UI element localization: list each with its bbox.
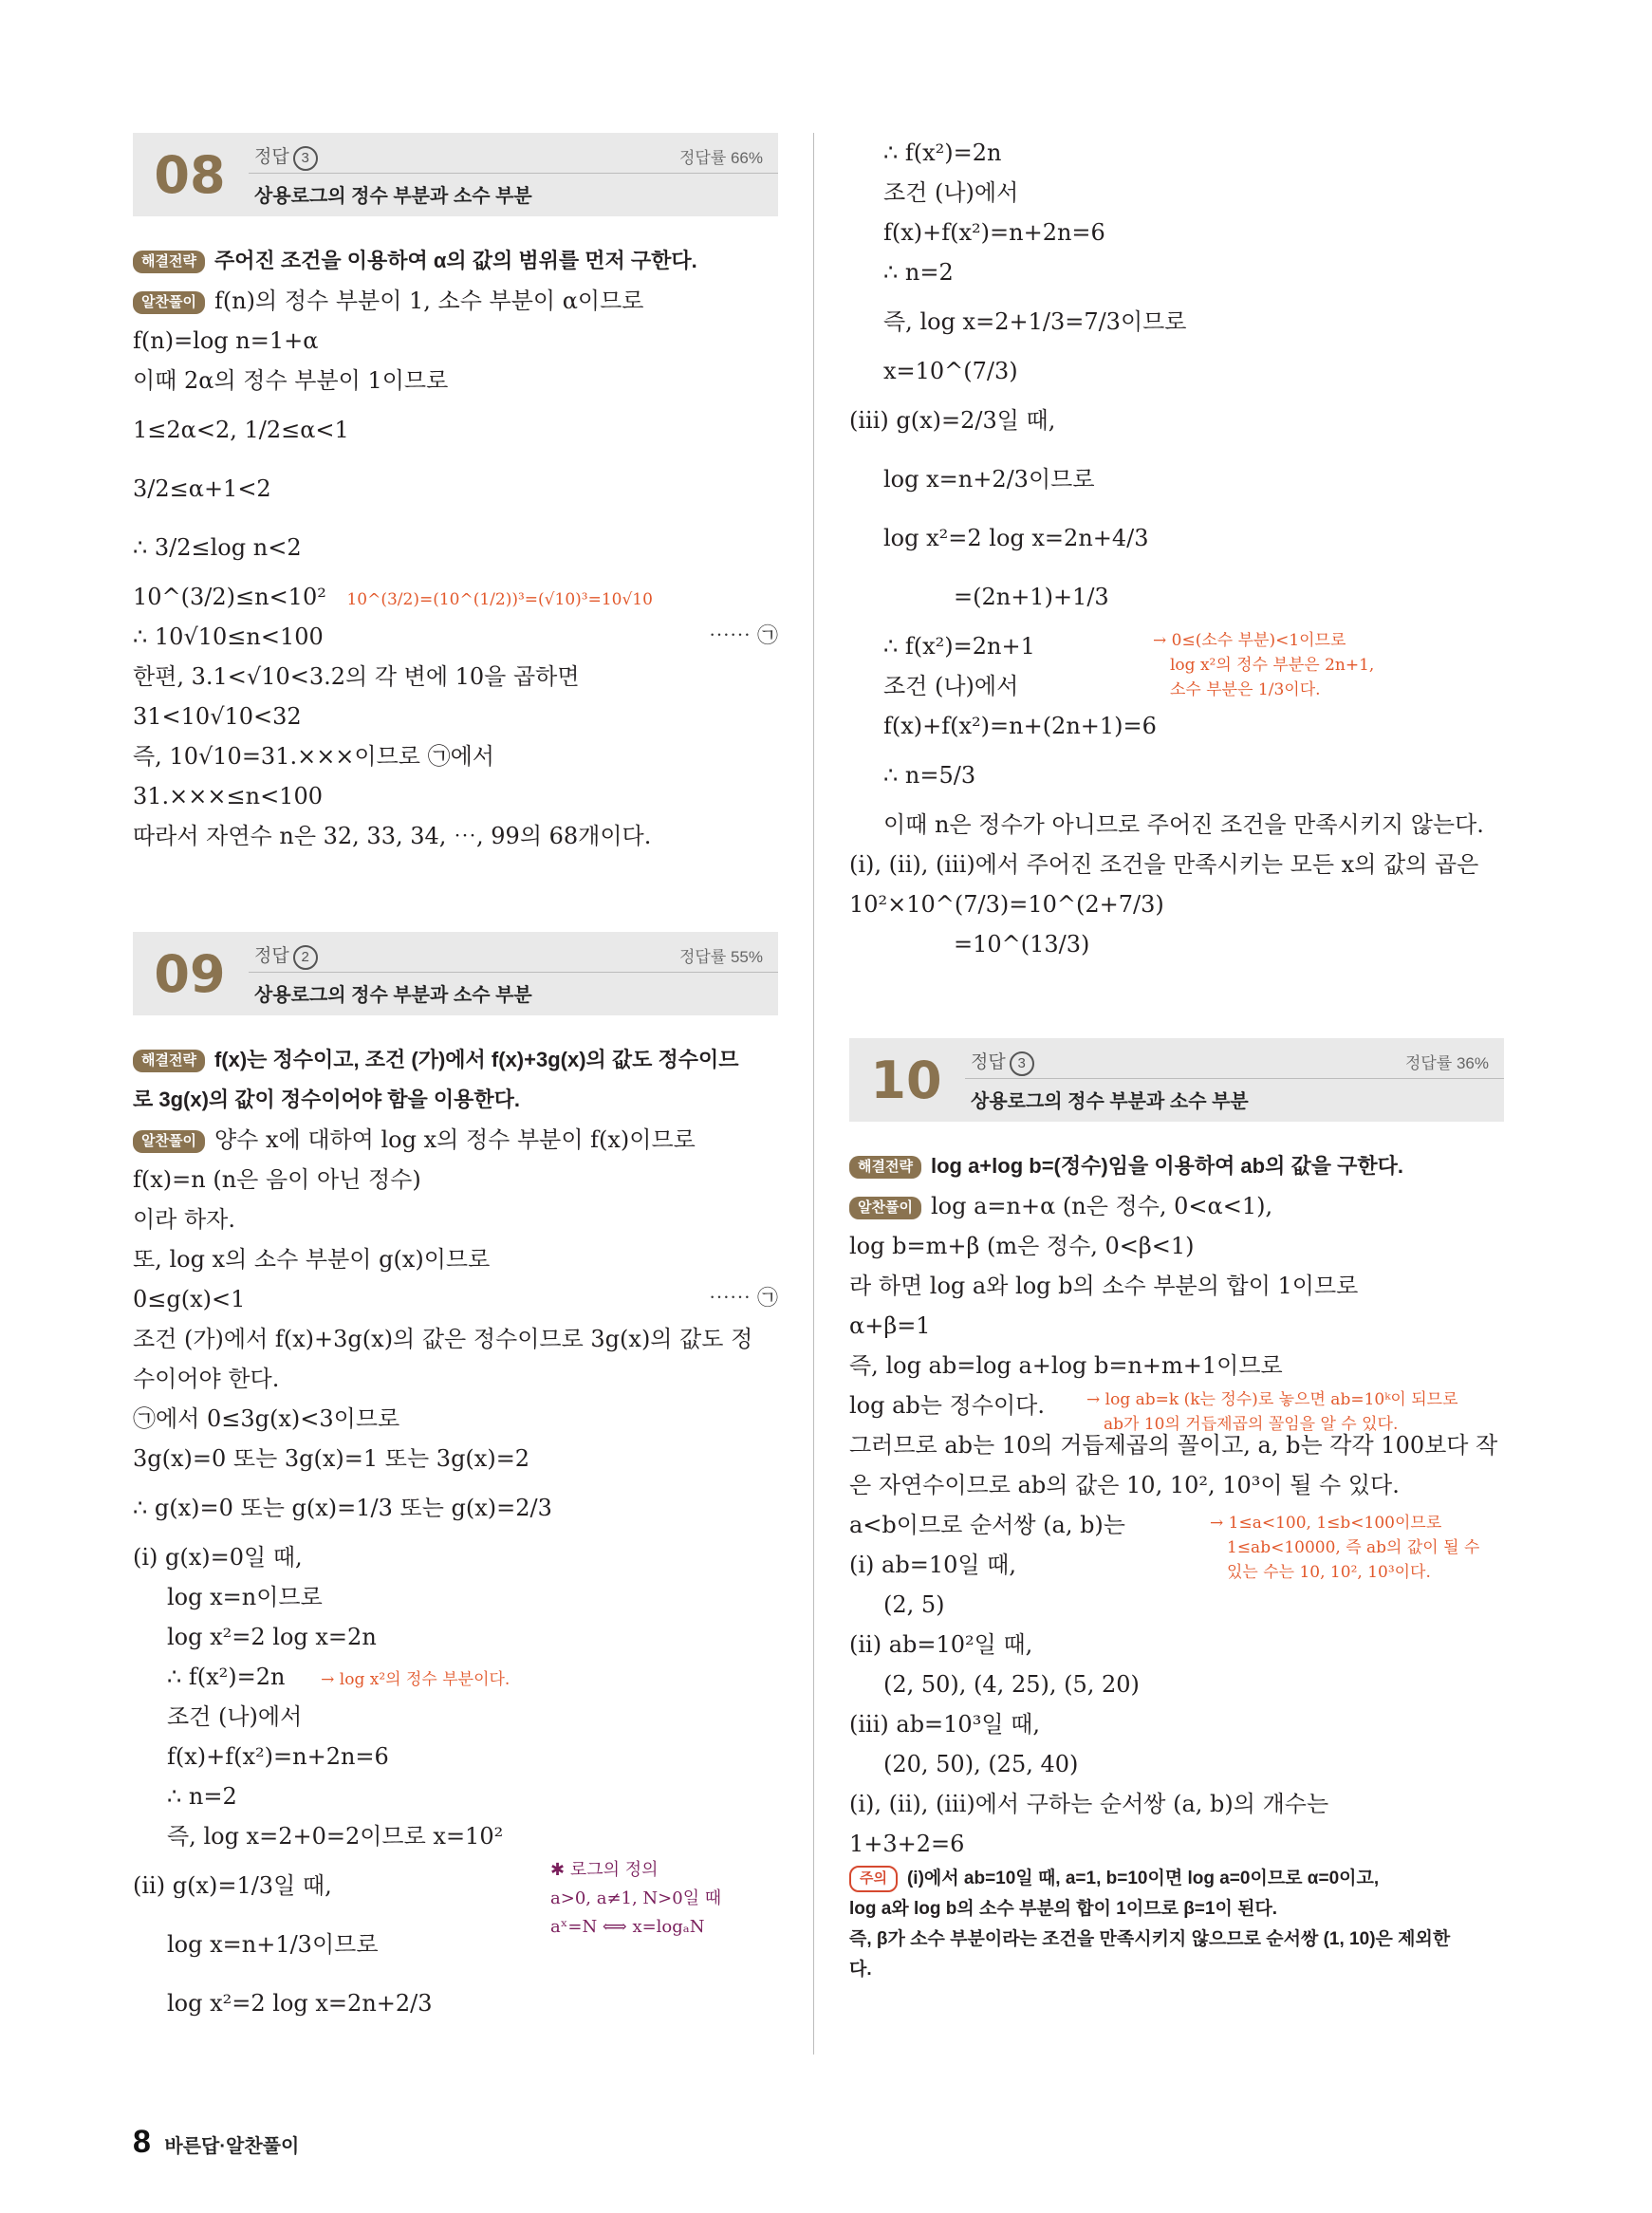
note-line: log x²의 정수 부분은 2n+1, xyxy=(1170,656,1375,675)
solution-line: ∴ f(x²)=2n+1 xyxy=(883,633,1035,660)
solution-line: a<b이므로 순서쌍 (a, b)는 xyxy=(849,1512,1125,1538)
solution-line: 따라서 자연수 n은 32, 33, 34, ⋯, 99의 68개이다. xyxy=(133,823,652,849)
left-column xyxy=(133,133,778,2033)
solution-line xyxy=(133,1279,778,1319)
solution-tag: 알찬풀이 xyxy=(133,291,205,314)
solution-line: 1+3+2=6 xyxy=(849,1831,965,1857)
problem-09-header xyxy=(133,932,778,1015)
solution-line: f(x)+f(x²)=n+2n=6 xyxy=(883,219,1105,246)
note-title: ✱ 로그의 정의 xyxy=(550,1860,659,1880)
solution-tag: 알찬풀이 xyxy=(133,1130,205,1153)
answer-circle: 3 xyxy=(1010,1051,1034,1076)
definition-block xyxy=(133,1856,778,2033)
solution-line: f(x)=n (n은 음이 아닌 정수) xyxy=(133,1166,421,1193)
solution-line: =10^(13/3) xyxy=(954,931,1090,958)
solution-line: ㉠에서 0≤3g(x)<3이므로 xyxy=(133,1405,400,1432)
caution-line: 다. xyxy=(849,1960,872,1980)
page-number: 8 xyxy=(133,2124,151,2160)
caution-line xyxy=(849,1864,1504,1894)
solution-line: 31.×××≤n<100 xyxy=(133,783,323,809)
solution-line: (2, 5) xyxy=(883,1591,945,1618)
answer-label: 정답 xyxy=(254,946,289,966)
solution-line: 1≤2α<2, 1/2≤α<1 xyxy=(133,417,349,443)
solution-line: (i), (ii), (iii)에서 주어진 조건을 만족시키는 모든 x의 값의 곱은 xyxy=(849,851,1479,878)
section-gap xyxy=(849,964,1504,1038)
solution-line: ∴ n=5/3 xyxy=(883,762,976,789)
solution-line: 수이어야 한다. xyxy=(133,1366,280,1392)
solution-line: ∴ f(x²)=2n xyxy=(883,139,1002,166)
note-condition: a>0, a≠1, N>0일 때 xyxy=(550,1888,722,1908)
solution-line: 은 자연수이므로 ab의 값은 10, 10², 10³이 될 수 있다. xyxy=(849,1472,1400,1498)
solution-line: 라 하면 log a와 log b의 소수 부분의 합이 1이므로 xyxy=(849,1273,1359,1299)
log-definition-note xyxy=(550,1856,721,1942)
answer-circle: 2 xyxy=(293,945,318,970)
note-line: → 0≤(소수 부분)<1이므로 xyxy=(1153,631,1346,650)
annotated-block xyxy=(849,1385,1504,1434)
strategy-text: 주어진 조건을 이용하여 α의 값의 범위를 먼저 구한다. xyxy=(213,249,697,272)
strategy-line xyxy=(849,1146,1504,1186)
note-formula: aˣ=N ⟺ x=logₐN xyxy=(550,1917,705,1937)
correct-rate: 정답률 36% xyxy=(1404,1054,1489,1072)
solution-line: 즉, 10√10=31.×××이므로 ㉠에서 xyxy=(133,743,494,770)
note-text: 0≤(소수 부분)<1이므로 xyxy=(1171,631,1346,650)
solution-line xyxy=(133,281,778,321)
solution-line: 조건 (나)에서 xyxy=(167,1703,303,1730)
answer-line xyxy=(254,142,318,171)
caution-text: (i)에서 ab=10일 때, a=1, b=10이면 log a=0이므로 α=0이고, xyxy=(906,1869,1380,1888)
strategy-line: 로 3g(x)의 값이 정수이어야 함을 이용한다. xyxy=(133,1088,521,1111)
note-line: → 1≤a<100, 1≤b<100이므로 xyxy=(1210,1514,1442,1533)
annotated-block xyxy=(849,567,1504,746)
solution-line: log ab는 정수이다. xyxy=(849,1392,1045,1419)
topic-title: 상용로그의 정수 부분과 소수 부분 xyxy=(254,186,532,207)
solution-line: ∴ n=2 xyxy=(167,1783,237,1810)
solution-text: 양수 x에 대하여 log x의 정수 부분이 f(x)이므로 xyxy=(213,1126,696,1153)
solution-line: 10²×10^(7/3)=10^(2+7/3) xyxy=(849,891,1164,918)
solution-line: log x=n+1/3이므로 xyxy=(167,1931,379,1958)
note-title-text: 로그의 정의 xyxy=(569,1860,659,1880)
solution-line xyxy=(133,1120,778,1160)
strategy-text: log a+log b=(정수)임을 이용하여 ab의 값을 구한다. xyxy=(930,1154,1403,1178)
solution-line xyxy=(849,1186,1504,1226)
solution-text: log a=n+α (n은 정수, 0<α<1), xyxy=(930,1193,1273,1219)
problem-10-header xyxy=(849,1038,1504,1122)
solution-line: ∴ g(x)=0 또는 g(x)=1/3 또는 g(x)=2/3 xyxy=(133,1495,552,1521)
answer-label: 정답 xyxy=(254,147,289,167)
solution-line: 이때 n은 정수가 아니므로 주어진 조건을 만족시키지 않는다. xyxy=(883,811,1484,838)
solution-line: (i), (ii), (iii)에서 구하는 순서쌍 (a, b)의 개수는 xyxy=(849,1791,1329,1817)
margin-note: → log x²의 정수 부분이다. xyxy=(321,1670,510,1689)
solution-line: 3g(x)=0 또는 3g(x)=1 또는 3g(x)=2 xyxy=(133,1445,530,1472)
solution-line: ∴ n=2 xyxy=(883,259,954,286)
correct-rate: 정답률 55% xyxy=(678,948,763,966)
book-title: 바른답·알찬풀이 xyxy=(164,2136,300,2157)
solution-line: 3/2≤α+1<2 xyxy=(133,475,271,502)
strategy-line xyxy=(133,1040,778,1080)
solution-line: log x²=2 log x=2n+2/3 xyxy=(167,1990,433,2017)
solution-line: 즉, log ab=log a+log b=n+m+1이므로 xyxy=(849,1352,1283,1379)
equation-marker: ⋯⋯ ㉠ xyxy=(709,624,778,648)
answer-label: 정답 xyxy=(971,1052,1006,1072)
note-line: 소수 부분은 1/3이다. xyxy=(1170,680,1321,699)
header-rule xyxy=(965,1078,1504,1079)
solution-line: 이때 2α의 정수 부분이 1이므로 xyxy=(133,367,449,394)
caution-line: log a와 log b의 소수 부분의 합이 1이므로 β=1이 된다. xyxy=(849,1899,1278,1919)
solution-line: 또, log x의 소수 부분이 g(x)이므로 xyxy=(133,1246,491,1273)
page-footer xyxy=(133,2124,299,2161)
power-of-ten-note xyxy=(1086,1387,1458,1437)
solution-line: 조건 (나)에서 xyxy=(883,673,1019,699)
solution-line: (iii) g(x)=2/3일 때, xyxy=(849,407,1056,434)
solution-line: log x=n+2/3이므로 xyxy=(883,466,1095,493)
answer-circle: 3 xyxy=(293,146,318,171)
note-text: 1≤a<100, 1≤b<100이므로 xyxy=(1228,1514,1442,1533)
solution-line: 조건 (나)에서 xyxy=(883,179,1019,206)
solution-text: ∴ f(x²)=2n xyxy=(167,1664,286,1690)
header-rule xyxy=(249,972,778,973)
solution-line: log b=m+β (m은 정수, 0<β<1) xyxy=(849,1233,1195,1259)
solution-line: 그러므로 ab는 10의 거듭제곱의 꼴이고, a, b는 각각 100보다 작 xyxy=(849,1432,1498,1459)
caution-tag: 주의 xyxy=(849,1866,898,1892)
answer-line xyxy=(254,941,318,970)
margin-note: 10^(3/2)=(10^(1/2))³=(√10)³=10√10 xyxy=(346,590,653,609)
solution-line: (ii) ab=10²일 때, xyxy=(849,1631,1033,1658)
note-line: 있는 수는 10, 10², 10³이다. xyxy=(1227,1563,1431,1582)
section-gap xyxy=(133,856,778,932)
note-line: ab가 10의 거듭제곱의 꼴임을 알 수 있다. xyxy=(1104,1415,1399,1434)
equation-marker: ⋯⋯ ㉠ xyxy=(709,1287,778,1311)
problem-number: 08 xyxy=(154,144,226,205)
strategy-tag: 해결전략 xyxy=(849,1156,921,1179)
answer-line xyxy=(971,1048,1034,1076)
decimal-part-note xyxy=(1153,628,1374,702)
solution-line: log x²=2 log x=2n+4/3 xyxy=(883,525,1149,551)
solution-line: (ii) g(x)=1/3일 때, xyxy=(133,1872,332,1899)
strategy-line xyxy=(133,241,778,281)
column-divider xyxy=(813,133,814,2055)
topic-title: 상용로그의 정수 부분과 소수 부분 xyxy=(254,985,532,1006)
solution-text: 0≤g(x)<1 xyxy=(133,1286,246,1312)
correct-rate: 정답률 66% xyxy=(678,149,763,167)
solution-line: 조건 (가)에서 f(x)+3g(x)의 값은 정수이므로 3g(x)의 값도 정 xyxy=(133,1326,753,1352)
range-note xyxy=(1210,1511,1479,1585)
solution-line: 즉, log x=2+0=2이므로 x=10² xyxy=(167,1823,504,1850)
solution-line: 한편, 3.1<√10<3.2의 각 변에 10을 곱하면 xyxy=(133,663,580,690)
strategy-tag: 해결전략 xyxy=(133,251,205,273)
solution-line-with-note xyxy=(133,577,778,617)
problem-08-header xyxy=(133,133,778,216)
solution-line: (20, 50), (25, 40) xyxy=(883,1751,1079,1777)
header-rule xyxy=(249,173,778,174)
solution-text: ∴ 10√10≤n<100 xyxy=(133,623,324,650)
annotated-block xyxy=(849,1505,1504,1625)
solution-line: 이라 하자. xyxy=(133,1206,235,1233)
margin-note-text: log x²의 정수 부분이다. xyxy=(339,1670,510,1689)
right-column xyxy=(849,133,1504,1985)
caution-line: 즉, β가 소수 부분이라는 조건을 만족시키지 않으므로 순서쌍 (1, 10)은 제외한 xyxy=(849,1929,1451,1949)
solution-text: 10^(3/2)≤n<10² xyxy=(133,584,326,610)
solution-line: f(x)+f(x²)=n+(2n+1)=6 xyxy=(883,713,1157,739)
strategy-tag: 해결전략 xyxy=(133,1050,205,1072)
solution-line: log x=n이므로 xyxy=(167,1584,323,1610)
note-line: 1≤ab<10000, 즉 ab의 값이 될 수 xyxy=(1227,1538,1480,1557)
solution-line xyxy=(133,617,778,657)
solution-line: log x²=2 log x=2n xyxy=(167,1624,377,1650)
problem-number: 09 xyxy=(154,943,226,1004)
solution-line: (2, 50), (4, 25), (5, 20) xyxy=(883,1671,1140,1698)
solution-line: (iii) ab=10³일 때, xyxy=(849,1711,1040,1738)
solution-tag: 알찬풀이 xyxy=(849,1197,921,1219)
strategy-text: f(x)는 정수이고, 조건 (가)에서 f(x)+3g(x)의 값도 정수이므 xyxy=(213,1048,739,1071)
solution-line: (i) g(x)=0일 때, xyxy=(133,1544,303,1571)
solution-text: f(n)의 정수 부분이 1, 소수 부분이 α이므로 xyxy=(213,288,644,314)
solution-line: (i) ab=10일 때, xyxy=(849,1552,1016,1578)
solution-line: 31<10√10<32 xyxy=(133,703,302,730)
solution-line-with-note xyxy=(133,1657,778,1697)
solution-line: f(n)=log n=1+α xyxy=(133,327,319,354)
solution-line: x=10^(7/3) xyxy=(883,358,1018,384)
solution-line: f(x)+f(x²)=n+2n=6 xyxy=(167,1743,389,1770)
solution-line: α+β=1 xyxy=(849,1312,931,1339)
problem-number: 10 xyxy=(870,1050,942,1110)
note-line: → log ab=k (k는 정수)로 놓으면 ab=10ᵏ이 되므로 xyxy=(1086,1390,1458,1409)
solution-line: =(2n+1)+1/3 xyxy=(954,584,1109,610)
topic-title: 상용로그의 정수 부분과 소수 부분 xyxy=(971,1091,1249,1112)
solution-line: ∴ 3/2≤log n<2 xyxy=(133,534,302,561)
solution-line: 즉, log x=2+1/3=7/3이므로 xyxy=(883,308,1187,335)
note-text: log ab=k (k는 정수)로 놓으면 ab=10ᵏ이 되므로 xyxy=(1104,1390,1458,1409)
